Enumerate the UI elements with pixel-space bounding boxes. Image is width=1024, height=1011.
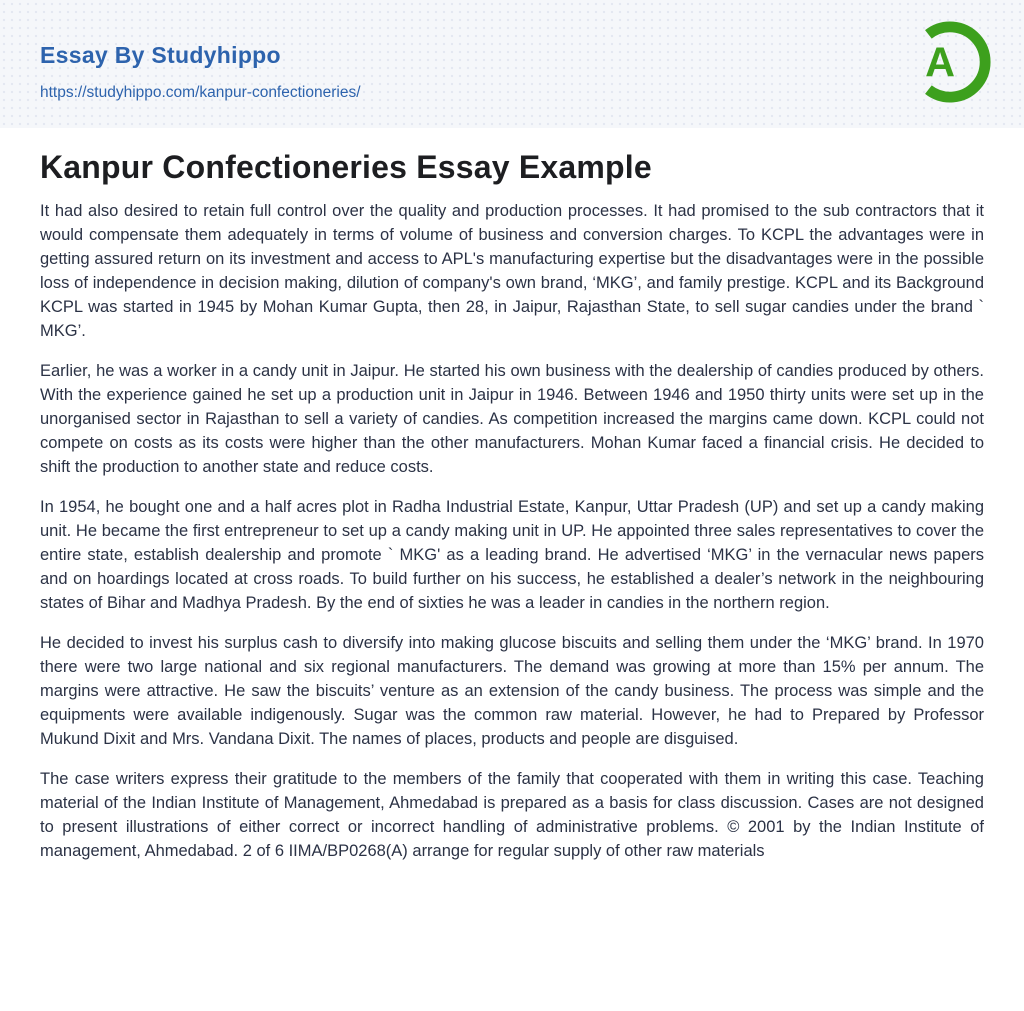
essay-content — [0, 128, 1024, 863]
page-url-link[interactable]: https://studyhippo.com/kanpur-confectioneries/ — [40, 84, 361, 101]
essay-paragraph-2: Earlier, he was a worker in a candy unit in Jaipur. He started his own business with the dealership of candies produced by others. With the experience gained he set up a production unit in Jaipur in 1946. Between 1946 and 1950 thirty units were set up in the unorganised sector in Rajasthan to sell a variety of candies. As competition increased the margins came down. KCPL could not compete on costs as its costs were higher than the other manufacturers. Mohan Kumar faced a financial crisis. He decided to shift the production to another state and reduce costs. — [40, 362, 984, 476]
essay-title: Kanpur Confectioneries Essay Example — [40, 149, 652, 185]
essay-paragraph-5: The case writers express their gratitude to the members of the family that cooperated with them in writing this case. Teaching material of the Indian Institute of Management, Ahmedabad is prepared as a basis for class discussion. Cases are not designed to present illustrations of either correct or incorrect handling of administrative problems. © 2001 by the Indian Institute of management, Ahmedabad. 2 of 6 IIMA/BP0268(A) arrange for regular supply of other raw materials — [40, 770, 984, 860]
logo-arc-icon — [905, 17, 995, 107]
essay-paragraph-1: It had also desired to retain full control over the quality and production processes. It had promised to the sub contractors that it would compensate them adequately in terms of volume of business and conversion charges. To KCPL the advantages were in getting assured return on its investment and access to APL's manufacturing expertise but the disadvantages were in the possible loss of independence in decision making, dilution of company's own brand, ‘MKG’, and family prestige. KCPL and its Background KCPL was started in 1945 by Mohan Kumar Gupta, then 28, in Jaipur, Rajasthan State, to sell sugar candies under the brand ` MKG’. — [40, 202, 984, 340]
site-title: Essay By Studyhippo — [40, 42, 281, 68]
essay-paragraph-3: In 1954, he bought one and a half acres plot in Radha Industrial Estate, Kanpur, Uttar Pradesh (UP) and set up a candy making unit. He became the first entrepreneur to set up a candy making unit in UP. He appointed three sales representatives to cover the entire state, establish dealership and promote ` MKG' as a leading brand. He advertised ‘MKG’ in the vernacular news papers and on hoardings located at cross roads. To build further on his success, he established a dealer’s network in the neighbouring states of Bihar and Madhya Pradesh. By the end of sixties he was a leader in candies in the northern region. — [40, 498, 984, 612]
logo-letter: A — [925, 39, 956, 86]
essay-paragraph-4: He decided to invest his surplus cash to diversify into making glucose biscuits and selling them under the ‘MKG’ brand. In 1970 there were two large national and six regional manufacturers. The demand was growing at more than 15% per annum. The margins were attractive. He saw the biscuits’ venture as an extension of the candy business. The process was simple and the equipments were available indigenously. Sugar was the common raw material. However, he had to Prepared by Professor Mukund Dixit and Mrs. Vandana Dixit. The names of places, products and people are disguised. — [40, 634, 984, 748]
studyhippo-logo[interactable] — [905, 17, 995, 107]
site-header — [0, 0, 1024, 128]
